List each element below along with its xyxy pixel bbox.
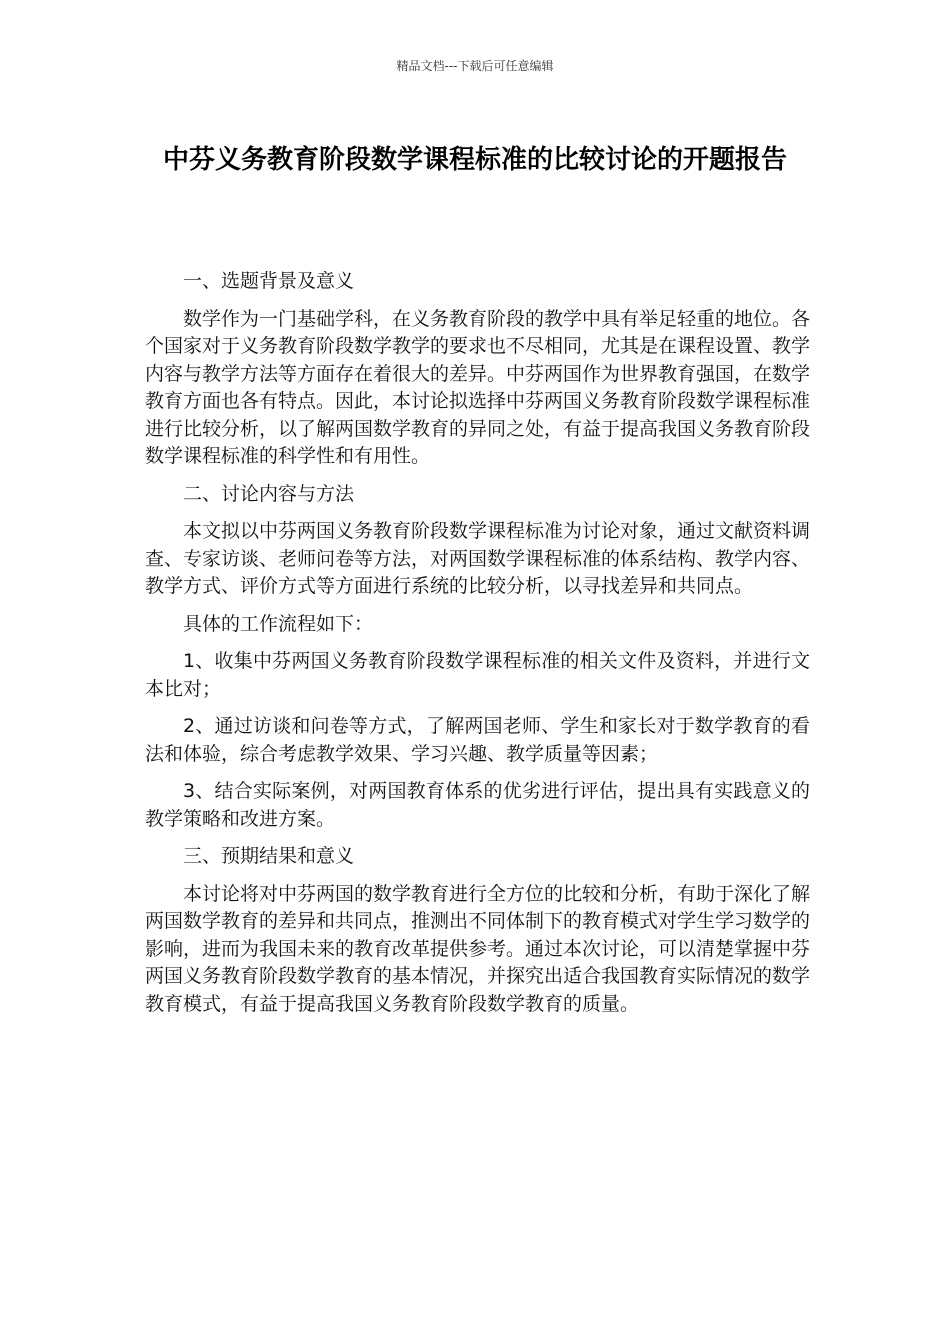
document-body [145, 268, 810, 1028]
workflow-item-3: 3、结合实际案例，对两国教育体系的优劣进行评估，提出具有实践意义的教学策略和改进方案。 [145, 780, 810, 830]
section-heading-expected-results: 三、预期结果和意义 [183, 845, 355, 867]
workflow-item-1: 1、收集中芬两国义务教育阶段数学课程标准的相关文件及资料，并进行文本比对； [145, 650, 810, 700]
section-heading-background: 一、选题背景及意义 [183, 270, 355, 292]
page-title: 中芬义务教育阶段数学课程标准的比较讨论的开题报告 [162, 145, 787, 175]
paragraph-background: 数学作为一门基础学科，在义务教育阶段的教学中具有举足轻重的地位。各个国家对于义务教育阶段数学教学的要求也不尽相同，尤其是在课程设置、教学内容与教学方法等方面存在着很大的差异。中芬两国作为世界教育强国，在数学教育方面也各有特点。因此，本讨论拟选择中芬两国义务教育阶段数学课程标准进行比较分析，以了解两国数学教育的异同之处，有益于提高我国义务教育阶段数学课程标准的科学性和有用性。 [145, 307, 811, 467]
paragraph-content-method: 本文拟以中芬两国义务教育阶段数学课程标准为讨论对象，通过文献资料调查、专家访谈、老师问卷等方法，对两国数学课程标准的体系结构、教学内容、教学方式、评价方式等方面进行系统的比较分析，以寻找差异和共同点。 [145, 520, 811, 597]
workflow-item-2: 2、通过访谈和问卷等方式，了解两国老师、学生和家长对于数学教育的看法和体验，综合考虑教学效果、学习兴趣、教学质量等因素； [145, 715, 810, 765]
paragraph-expected-results: 本讨论将对中芬两国的数学教育进行全方位的比较和分析，有助于深化了解两国数学教育的差异和共同点，推测出不同体制下的教育模式对学生学习数学的影响，进而为我国未来的教育改革提供参考。通过本次讨论，可以清楚掌握中芬两国义务教育阶段数学教育的基本情况，并探究出适合我国教育实际情况的数学教育模式，有益于提高我国义务教育阶段数学教育的质量。 [145, 882, 811, 1015]
paragraph-workflow-intro: 具体的工作流程如下： [183, 612, 374, 635]
header-note: 精品文档---下载后可任意编辑 [396, 59, 554, 73]
section-heading-content-method: 二、讨论内容与方法 [183, 482, 355, 505]
